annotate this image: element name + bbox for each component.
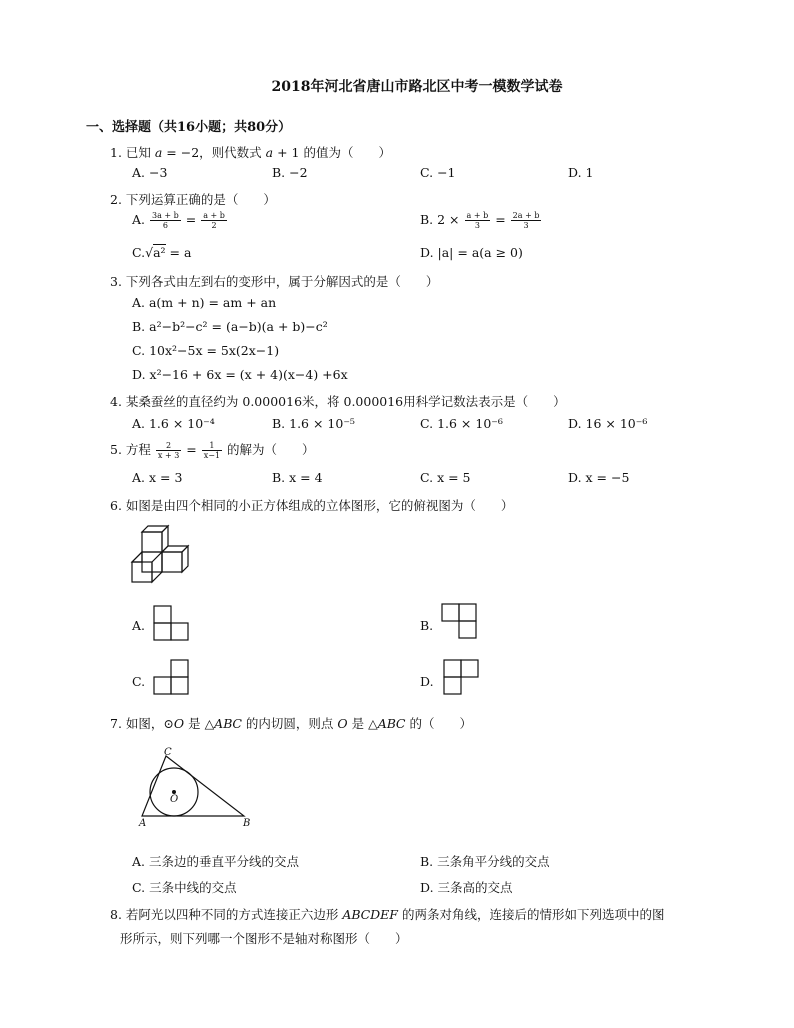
question-3-stem: 3. 下列各式由左到右的变形中，属于分解因式的是（ ） <box>110 274 439 289</box>
q2-option-d: D. |a| = a(a ≥ 0) <box>420 245 523 260</box>
label-c: C <box>164 747 172 758</box>
question-2-stem: 2. 下列运算正确的是（ ） <box>110 192 276 207</box>
q6-option-b-figure <box>442 604 478 640</box>
q6-option-c-figure <box>154 660 190 696</box>
label-a: A <box>139 818 147 829</box>
q6-option-b-label: B. <box>420 618 434 633</box>
question-8-line-1: 8. 若阿光以四种不同的方式连接正六边形 𝐴𝐵𝐶𝐷𝐸𝐹 的两条对角线，连接后的情形如下列选项中的图 <box>110 907 665 922</box>
q1-option-c: C. −1 <box>420 165 456 180</box>
q4-option-d: D. 16 × 10⁻⁶ <box>568 416 648 431</box>
q1-option-b: B. −2 <box>272 165 308 180</box>
question-6-stem: 6. 如图是由四个相同的小正方体组成的立体图形，它的俯视图为（ ） <box>110 498 514 513</box>
label-b: B <box>243 818 251 829</box>
q6-option-a-label: A. <box>132 618 146 633</box>
q7-option-d: D. 三条高的交点 <box>420 880 513 895</box>
q6-option-a-figure <box>154 606 190 642</box>
q3-option-c: C. 10x²−5x = 5x(2x−1) <box>132 343 280 358</box>
question-7-stem: 7. 如图，⊙𝑂 是 △𝐴𝐵𝐶 的内切圆，则点 𝑂 是 △𝐴𝐵𝐶 的（ ） <box>110 716 472 731</box>
q7-triangle-figure <box>136 748 256 832</box>
q4-option-a: A. 1.6 × 10⁻⁴ <box>132 416 215 431</box>
q7-option-a: A. 三条边的垂直平分线的交点 <box>132 854 299 869</box>
section-heading: 一、选择题（共16小题；共80分） <box>86 120 292 135</box>
q3-option-b: B. a²−b²−c² = (a−b)(a + b)−c² <box>132 319 328 334</box>
q4-option-b: B. 1.6 × 10⁻⁵ <box>272 416 355 431</box>
question-8-line-2: 形所示，则下列哪一个图形不是轴对称图形（ ） <box>120 931 408 946</box>
q5-option-d: D. x = −5 <box>568 470 630 485</box>
q3-option-d: D. x²−16 + 6x = (x + 4)(x−4) +6x <box>132 367 348 382</box>
q5-option-b: B. x = 4 <box>272 470 323 485</box>
question-5-stem: 5. 方程 $\frac{2}{x + 3}$ = $\frac{1}{x-1}$ 的解为（ ） <box>110 441 315 460</box>
q6-option-d-label: D. <box>420 674 434 689</box>
question-4-stem: 4. 某桑蚕丝的直径约为 0.000016米，将 0.000016用科学记数法表示是（ ） <box>110 394 566 409</box>
q2-option-a: A. $\frac{3a + b}{6}$ = $\frac{a + b}{2}$ <box>132 211 225 230</box>
sqrt-symbol: √ <box>145 245 154 260</box>
page-title: 2018年河北省唐山市路北区中考一模数学试卷 <box>271 79 563 95</box>
q5-option-c: C. x = 5 <box>420 470 471 485</box>
label-o: O <box>170 794 179 805</box>
q3-option-a: A. a(m + n) = am + an <box>132 295 277 310</box>
q1-option-a: A. −3 <box>132 165 168 180</box>
q6-option-d-figure <box>444 660 480 696</box>
q2-option-b: B. 2 × $\frac{a + b}{3}$ = $\frac{2a + b}{3}$ <box>420 211 540 230</box>
q4-option-c: C. 1.6 × 10⁻⁶ <box>420 416 503 431</box>
q1-option-d: D. 1 <box>568 165 594 180</box>
q7-option-c: C. 三条中线的交点 <box>132 880 237 895</box>
q2-option-c: C.√a² = a <box>132 245 192 260</box>
q6-option-c-label: C. <box>132 674 146 689</box>
q6-cubes-figure <box>128 522 208 588</box>
q7-option-b: B. 三条角平分线的交点 <box>420 854 550 869</box>
question-1-stem: 1. 已知 𝑎 = −2，则代数式 𝑎 + 1 的值为（ ） <box>110 145 391 160</box>
q5-option-a: A. x = 3 <box>132 470 183 485</box>
